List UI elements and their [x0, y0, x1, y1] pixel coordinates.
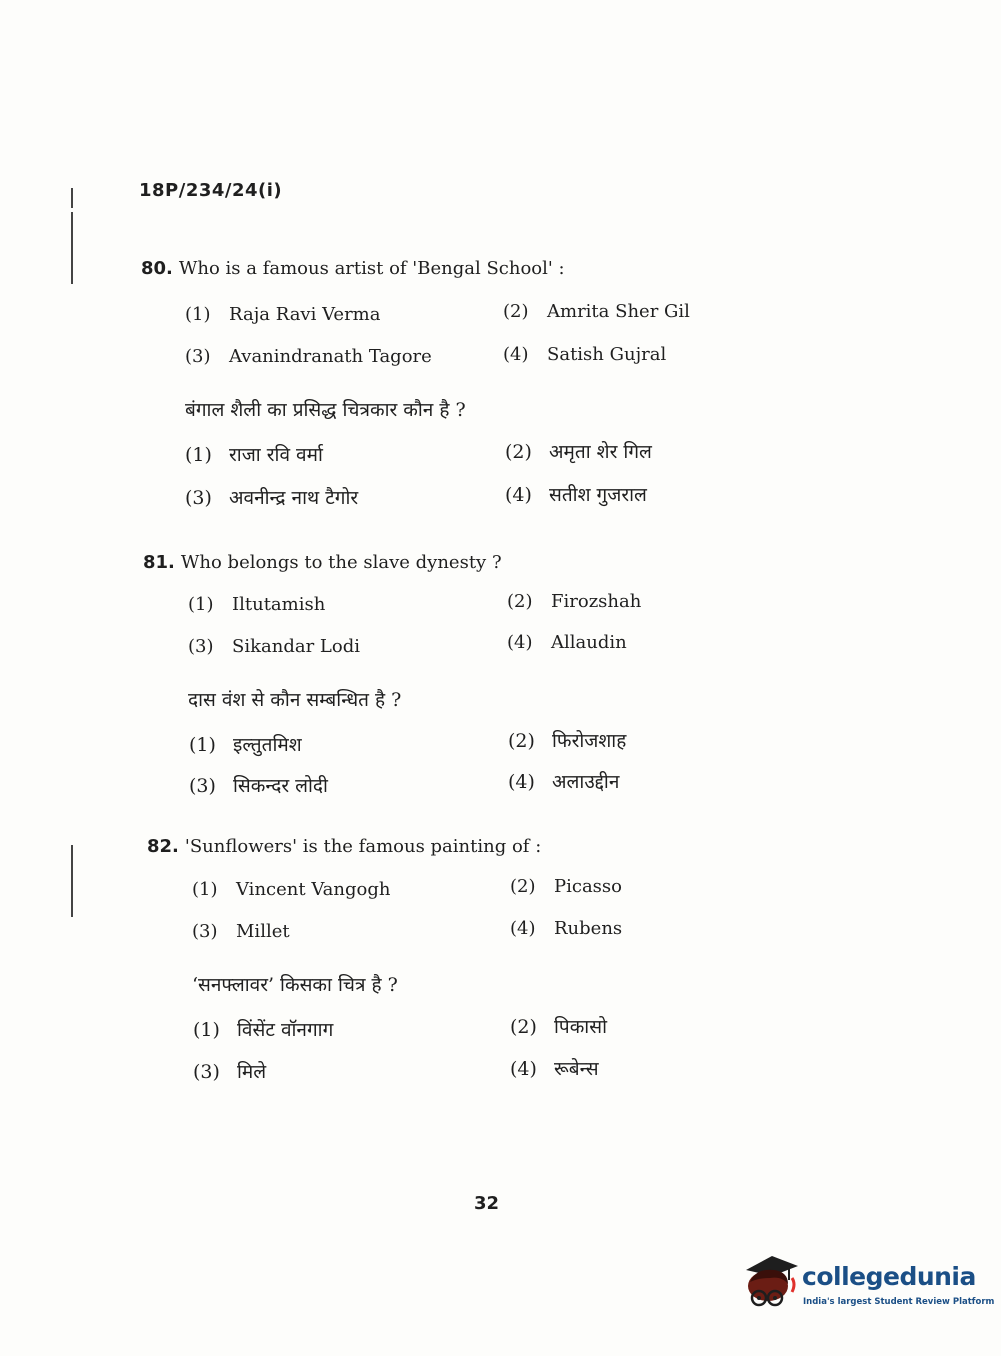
question-number: 82. — [147, 836, 179, 857]
option-81-hindi-4: (4) अलाउद्दीन — [508, 771, 620, 793]
option-82-hindi-2: (2) पिकासो — [510, 1016, 607, 1038]
option-82-hindi-1: (1) विंसेंट वॉनगाग — [193, 1019, 334, 1041]
question-number: 80. — [141, 258, 173, 279]
option-80-3: (3) Avanindranath Tagore — [185, 346, 432, 367]
option-82-hindi-3: (3) मिले — [193, 1061, 267, 1083]
question-number: 81. — [143, 552, 175, 573]
question-stem: 'Sunflowers' is the famous painting of : — [184, 836, 542, 857]
option-80-2: (2) Amrita Sher Gil — [503, 301, 690, 322]
option-81-3: (3) Sikandar Lodi — [188, 636, 360, 657]
option-82-3: (3) Millet — [192, 921, 290, 942]
option-82-2: (2) Picasso — [510, 876, 622, 897]
question-stem: Who belongs to the slave dynesty ? — [180, 552, 502, 573]
margin-mark-top — [71, 188, 73, 208]
option-80-hindi-2: (2) अमृता शेर गिल — [505, 441, 652, 463]
question-stem: Who is a famous artist of 'Bengal School' : — [178, 258, 565, 279]
question-82-hindi-text: ‘सनफ्लावर’ किसका चित्र है ? — [192, 974, 398, 996]
option-82-hindi-4: (4) रूबेन्स — [510, 1058, 599, 1080]
option-80-4: (4) Satish Gujral — [503, 344, 667, 365]
option-81-hindi-1: (1) इल्तुतमिश — [189, 734, 302, 756]
question-81-text — [143, 552, 502, 573]
option-81-1: (1) Iltutamish — [188, 594, 326, 615]
question-82-text — [147, 836, 541, 857]
option-81-hindi-3: (3) सिकन्दर लोदी — [189, 775, 328, 797]
option-80-hindi-3: (3) अवनीन्द्र नाथ टैगोर — [185, 487, 359, 509]
paper-code: 18P/234/24(i) — [139, 180, 283, 201]
mascot-icon — [742, 1248, 802, 1314]
option-81-4: (4) Allaudin — [507, 632, 627, 653]
option-82-1: (1) Vincent Vangogh — [192, 879, 391, 900]
question-80-hindi-text: बंगाल शैली का प्रसिद्ध चित्रकार कौन है ? — [185, 399, 466, 421]
option-81-hindi-2: (2) फिरोजशाह — [508, 730, 627, 752]
question-81-hindi-text: दास वंश से कौन सम्बन्धित है ? — [188, 689, 402, 711]
question-80-text — [141, 258, 565, 279]
brand-name: collegedunia — [802, 1262, 976, 1291]
option-82-4: (4) Rubens — [510, 918, 623, 939]
option-81-2: (2) Firozshah — [507, 591, 642, 612]
option-80-hindi-4: (4) सतीश गुजराल — [505, 484, 647, 506]
margin-mark-upper — [71, 212, 73, 284]
collegedunia-watermark — [742, 1248, 995, 1314]
margin-mark-lower — [71, 845, 73, 917]
brand-tagline: India's largest Student Review Platform — [803, 1297, 995, 1307]
page-number: 32 — [474, 1193, 500, 1214]
option-80-1: (1) Raja Ravi Verma — [185, 304, 381, 325]
option-80-hindi-1: (1) राजा रवि वर्मा — [185, 444, 323, 466]
